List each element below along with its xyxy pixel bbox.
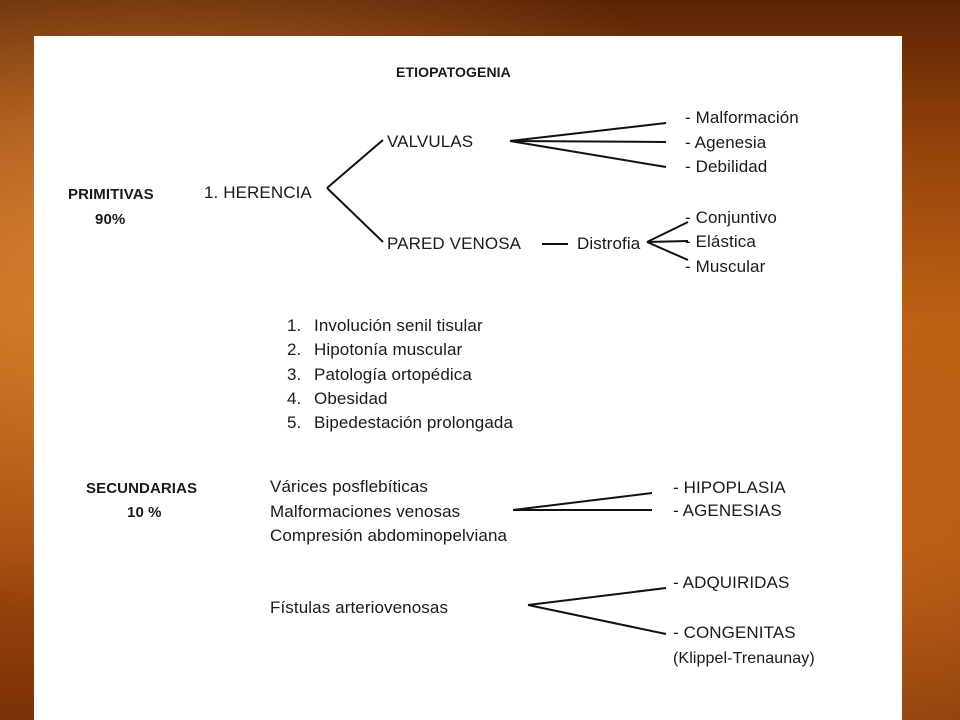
fistulas-label: Fístulas arteriovenosas <box>270 598 449 617</box>
diagram-title: ETIOPATOGENIA <box>396 64 511 80</box>
line-valvulas-agenesia <box>510 141 666 142</box>
factor-number: 5. <box>287 413 302 432</box>
line-fistulas-adquiridas <box>528 588 666 605</box>
klippel-note: (Klippel-Trenaunay) <box>673 650 815 667</box>
distrofia-item: - Conjuntivo <box>685 208 777 227</box>
factor-text: Bipedestación prolongada <box>314 413 513 432</box>
distrofia-label: Distrofia <box>577 234 641 253</box>
factor-text: Involución senil tisular <box>314 316 483 335</box>
line-fistulas-congenitas <box>528 605 666 634</box>
factor-number: 2. <box>287 340 302 359</box>
fistula-type: - CONGENITAS <box>673 623 796 642</box>
line-distrofia-conjuntivo <box>647 222 688 242</box>
line-valvulas-debilidad <box>510 141 666 167</box>
malformation-type: - HIPOPLASIA <box>673 478 786 497</box>
primitivas-percent: 90% <box>95 211 126 228</box>
factor-number: 3. <box>287 365 302 384</box>
valvulas-item: - Malformación <box>685 108 799 127</box>
secundaria-cause: Compresión abdominopelviana <box>270 526 508 545</box>
distrofia-item: - Elástica <box>685 232 756 251</box>
secundarias-label: SECUNDARIAS <box>86 480 198 497</box>
valvulas-label: VALVULAS <box>387 132 474 151</box>
distrofia-item: - Muscular <box>685 257 766 276</box>
line-malformaciones-hipoplasia <box>513 493 652 510</box>
fistula-type: - ADQUIRIDAS <box>673 573 790 592</box>
valvulas-item: - Debilidad <box>685 157 768 176</box>
malformation-type: - AGENESIAS <box>673 501 782 520</box>
line-distrofia-muscular <box>647 242 688 260</box>
line-herencia-to-pared <box>327 188 383 242</box>
valvulas-item: - Agenesia <box>685 133 767 152</box>
secundaria-cause: Várices posflebíticas <box>270 477 429 496</box>
secundaria-cause: Malformaciones venosas <box>270 502 461 521</box>
pared-venosa-label: PARED VENOSA <box>387 234 522 253</box>
factor-number: 4. <box>287 389 302 408</box>
line-herencia-to-valvulas <box>327 140 383 188</box>
secundarias-percent: 10 % <box>127 504 162 521</box>
line-valvulas-malformacion <box>510 123 666 141</box>
line-distrofia-elastica <box>647 241 688 242</box>
primitivas-label: PRIMITIVAS <box>68 186 154 203</box>
factor-text: Patología ortopédica <box>314 365 472 384</box>
factor-number: 1. <box>287 316 302 335</box>
herencia-label: 1. HERENCIA <box>204 183 312 202</box>
factor-text: Obesidad <box>314 389 388 408</box>
factor-text: Hipotonía muscular <box>314 340 463 359</box>
